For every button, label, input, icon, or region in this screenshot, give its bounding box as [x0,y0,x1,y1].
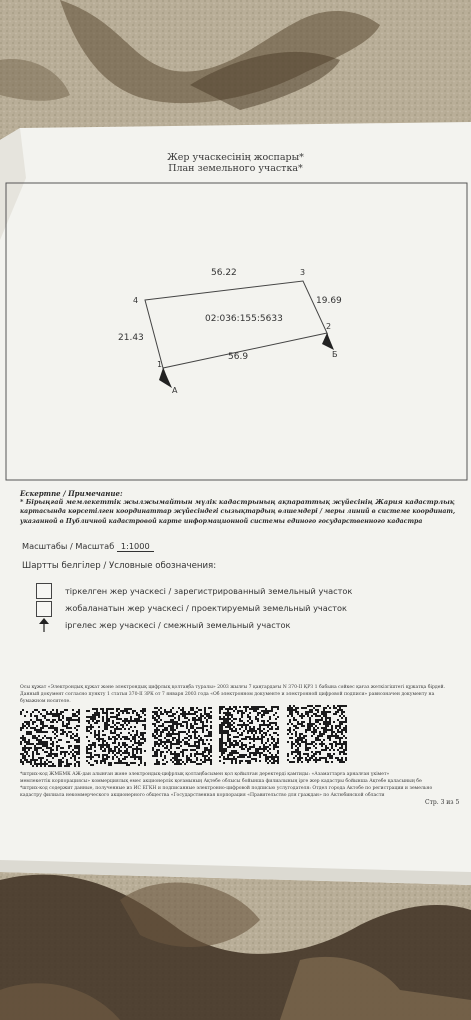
legend-item-registered: тіркелген жер учаскесі / зарегистрированный земельный участок [65,586,353,596]
scale-row [22,541,154,552]
qr-code-2 [86,708,146,766]
point-label-2: 2 [326,322,332,331]
qr-code-1 [20,709,80,767]
cadastral-number: 02:036:155:5633 [205,314,283,324]
qr-code-4 [219,706,279,764]
legal-bottom-line-2: мемлекеттік корпорациясы» коммерциялық емес акционерлік қоғамының Ақтөбе облысы бойынша филиалының ірге жер кадастры бойынша Ақтөбе қаласының бө [20,779,422,784]
registered-parcel-symbol [36,583,52,599]
note-line-3: указанной в Публичной кадастровой карте информационной системы единого государственного кадастра [20,518,423,525]
legal-text-line-3: бумажном носителе. [20,699,71,704]
legend-item-projected: жобаланатын жер учаскесі / проектируемый земельный участок [65,603,348,613]
qr-code-5 [287,705,347,763]
point-label-1: 1 [157,360,163,369]
projected-parcel-symbol [36,601,52,617]
title-kz: Жер учаскесінің жоспары* [167,152,304,163]
note-line-1: * Бірыңғай мемлекеттік жылжымайтын мүлік кадастрының ақпараттық жүйесінің Жария кадастрлық [20,498,455,506]
adjacent-label-b: Б [332,350,338,359]
scale-label: Масштабы / Масштаб [22,541,115,551]
note-line-2: картасында көрсетілген координаттар жүйесіндегі сызықтардың өлшемдері / меры линий в системе координат, [20,508,456,515]
arrow-up-icon [38,617,50,633]
legend-heading: Шартты белгілер / Условные обозначения: [22,561,217,571]
adjacent-label-a: А [172,386,178,395]
legal-text-line-2: Данный документ согласно пункту 1 статьи 370-II ЗРК от 7 января 2003 года «Об электронном документе и электронной цифровой подписи» равнозначен документу на [20,692,435,697]
scale-value: 1:1000 [117,541,154,552]
legend-item-adjacent: іргелес жер учаскесі / смежный земельный участок [65,620,291,630]
point-label-4: 4 [133,296,139,305]
legal-text-line-1: Осы құжат «Электрондық құжат және электрондық цифрлық қолтаңба туралы» 2003 жылғы 7 қаңтардағы N 370-II ҚРЗ 1 бабына сәйкес қағаз жеткізгіштегі құжатқа бірдей. [20,685,445,690]
title-ru: План земельного участка* [168,163,303,174]
side-length-left: 21.43 [118,333,144,343]
qr-code-3 [152,707,212,765]
note-heading: Ескертпе / Примечание: [20,489,123,498]
legal-bottom-line-4: кадастру филиала некоммерческого акционерного общества «Государственная корпорация «Правительство для граждан» по Актюбинской области [20,793,385,798]
side-length-right: 19.69 [316,296,342,306]
legal-bottom-line-3: *штрих-код содержит данные, полученные из ИС ЕГКН и подписанные электронно-цифровой подписью услугодателя: Отдел города Актобе по регистрации и земельно [20,786,433,791]
page-number: Стр. 3 из 5 [425,799,460,806]
legal-bottom-line-1: *штрих-код ЖМБМК АЖ-дан алынған және электрондық-цифрлық қолтаңбасымен қол қойылған деректерді қамтиды: «Азаматтарға арналған үкімет» [20,772,390,777]
side-length-bottom: 56.9 [228,352,249,362]
side-length-top: 56.22 [211,268,237,278]
point-label-3: 3 [300,268,306,277]
